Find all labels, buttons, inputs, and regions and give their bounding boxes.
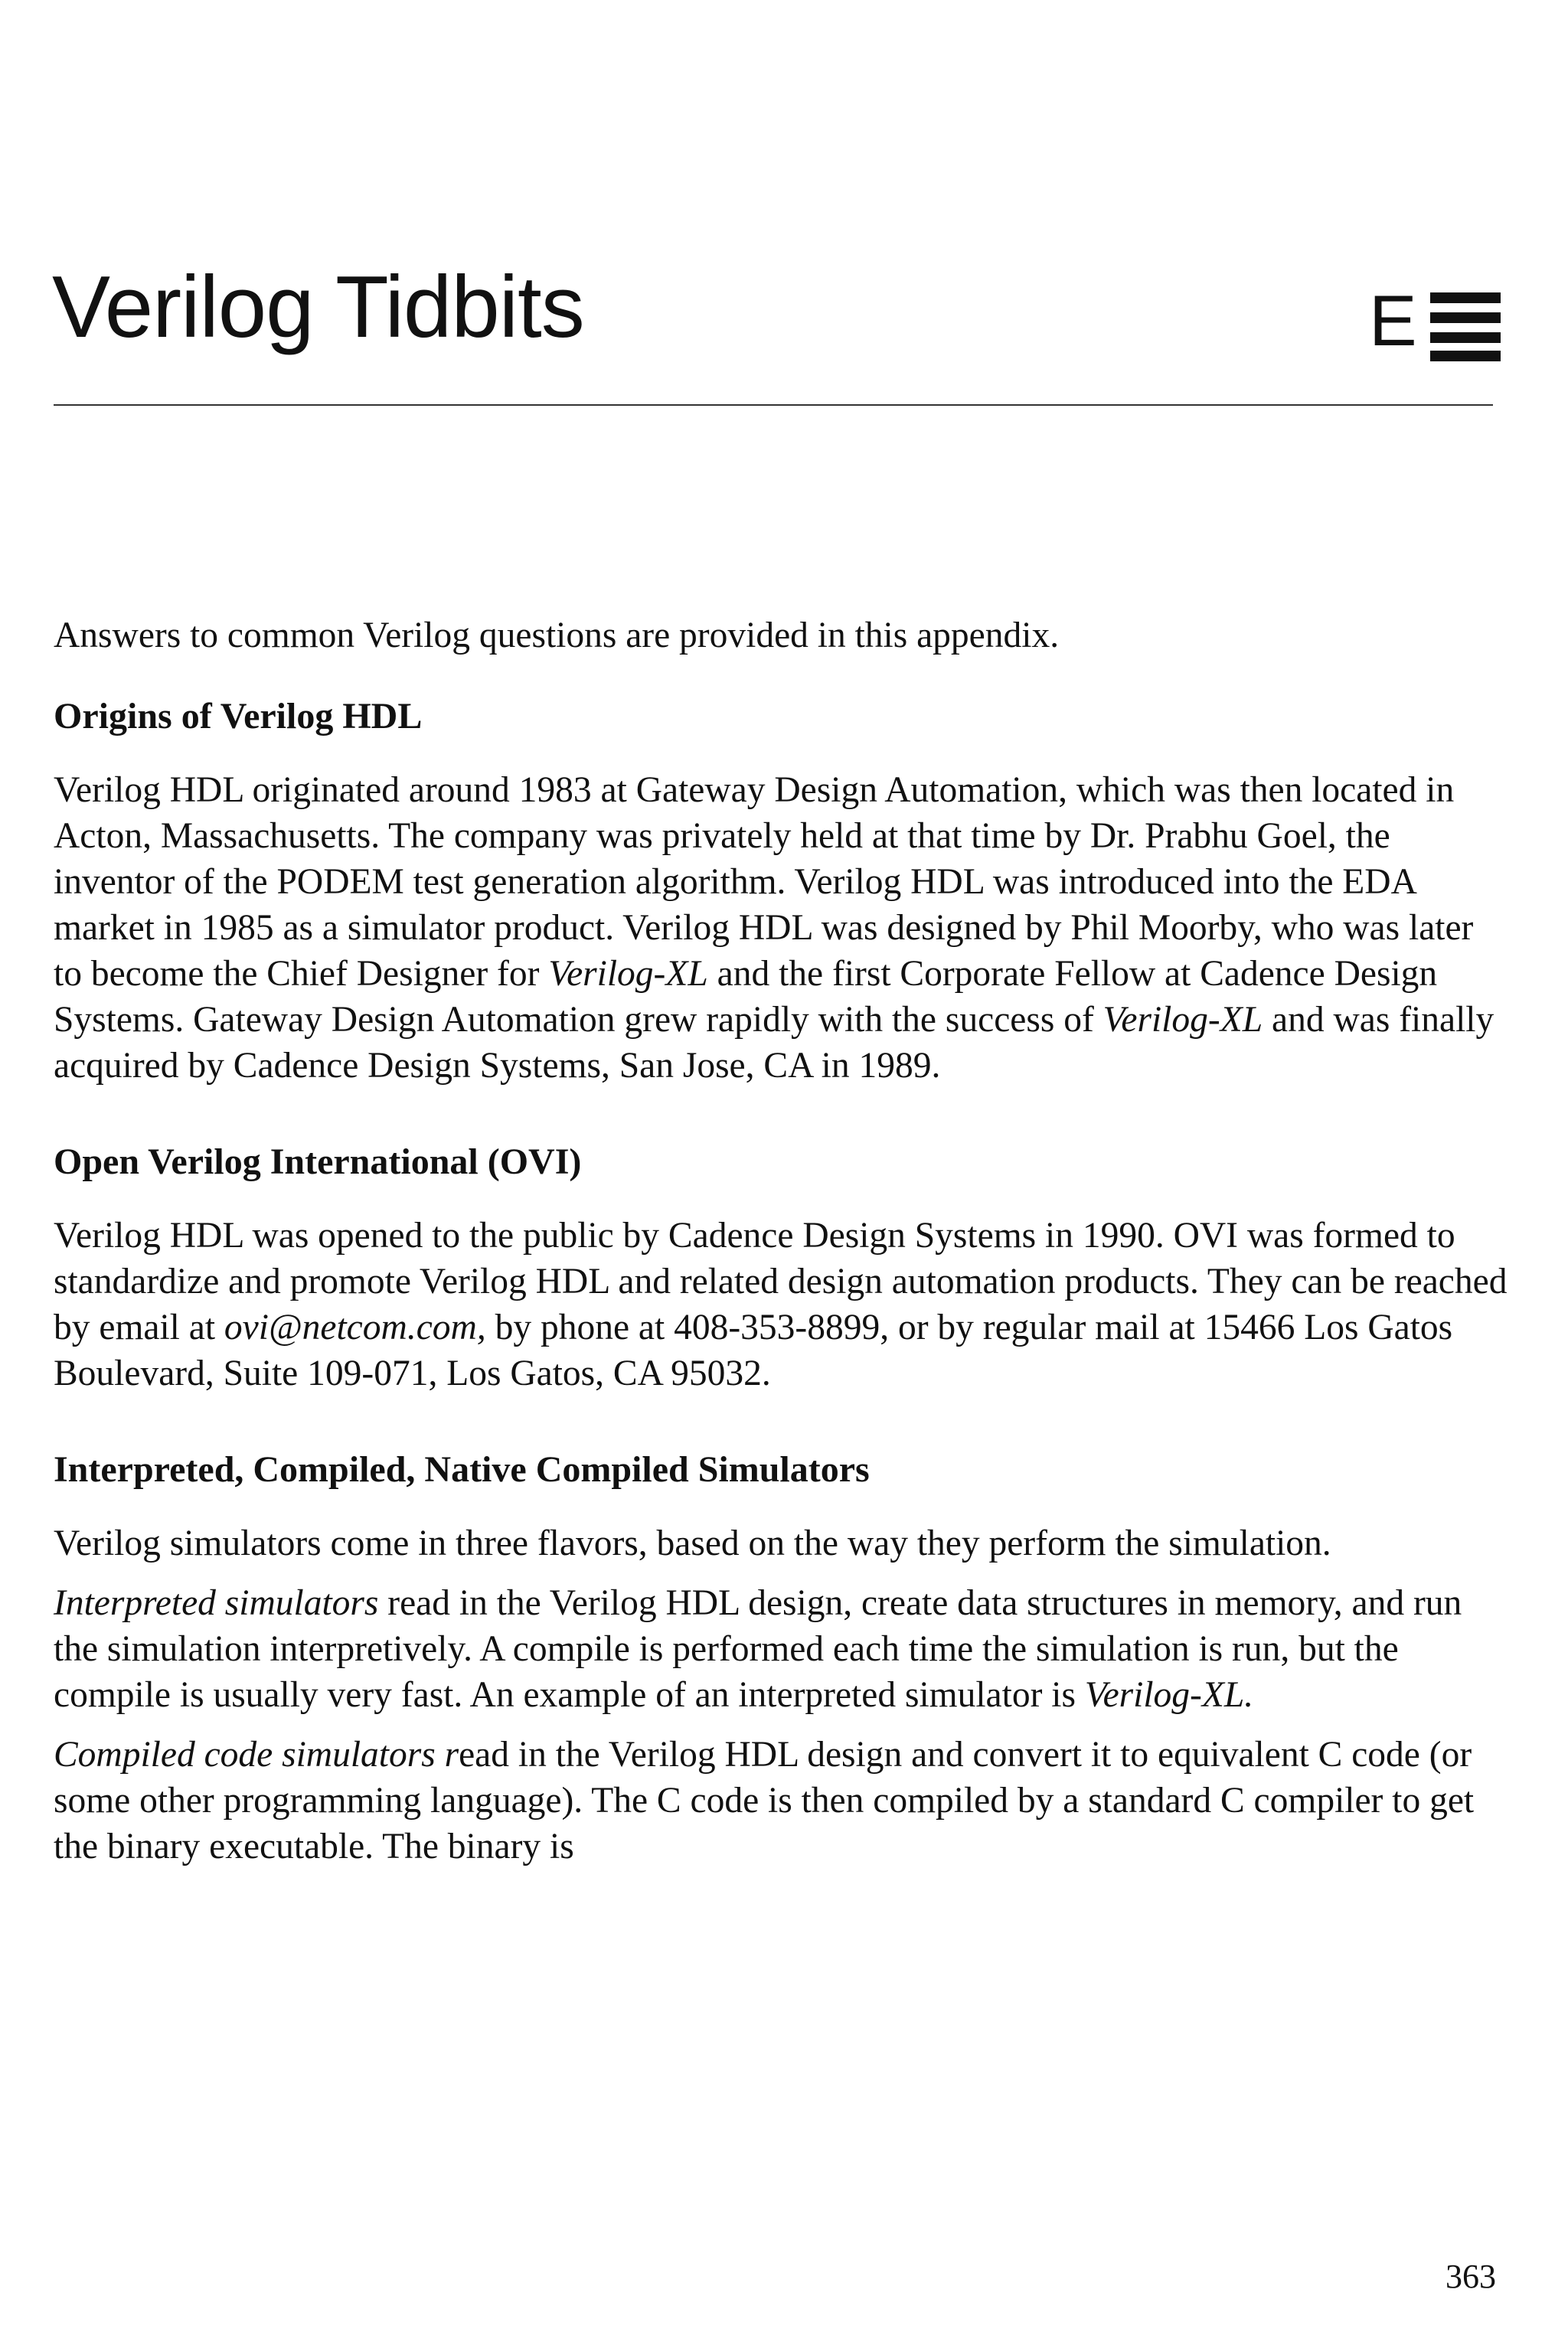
interpreted-paragraph: Interpreted simulators read in the Verilog HDL design, create data structures in memory, and run the simulation interpretively. A compile is performed each time the simulation is run, but the compile is usually very fast. An example of an interpreted simulator is Verilog-XL. bbox=[54, 1583, 1462, 1715]
email-link: ovi@netcom.com, bbox=[224, 1308, 486, 1347]
page-title: Verilog Tidbits bbox=[52, 259, 584, 356]
compiled-paragraph: Compiled code simulators read in the Verilog HDL design and convert it to equivalent C code (or some other programming language). The C code is then compiled by a standard C compiler to get the binary executable. The binary is bbox=[54, 1735, 1475, 1866]
section-heading-simulators: Interpreted, Compiled, Native Compiled Simulators bbox=[54, 1449, 870, 1490]
ovi-paragraph: Verilog HDL was opened to the public by Cadence Design Systems in 1990. OVI was formed to standardize and promote Verilog HDL and related design automation products. They can be reached by email at ovi@netcom.com, by phone at 408-353-8899, or by regular mail at 15466 Los Gatos Boulevard, Suite 109-071, Los Gatos, CA 95032. bbox=[54, 1216, 1508, 1393]
appendix-letter: E bbox=[1369, 280, 1417, 361]
simulators-intro-paragraph: Verilog simulators come in three flavors, based on the way they perform the simulation. bbox=[54, 1523, 1331, 1563]
section-heading-origins: Origins of Verilog HDL bbox=[54, 696, 423, 736]
appendix-bars-icon bbox=[1430, 292, 1501, 361]
origins-paragraph: Verilog HDL originated around 1983 at Gateway Design Automation, which was then located in Acton, Massachusetts. The company was privately held at that time by Dr. Prabhu Goel, the inventor of the PODEM test generation algorithm. Verilog HDL was introduced into the EDA market in 1985 as a simulator product. Verilog HDL was designed by Phil Moorby, who was later to become the Chief Designer for Verilog-XL and the first Corporate Fellow at Cadence Design Systems. Gateway Design Automation grew rapidly with the success of Verilog-XL and was finally acquired by Cadence Design Systems, San Jose, CA in 1989. bbox=[54, 770, 1494, 1086]
page-number: 363 bbox=[1446, 2258, 1496, 2295]
page-body bbox=[54, 612, 1508, 1883]
intro-paragraph: Answers to common Verilog questions are provided in this appendix. bbox=[54, 616, 1060, 655]
header-rule bbox=[54, 404, 1493, 406]
section-heading-ovi: Open Verilog International (OVI) bbox=[54, 1141, 582, 1182]
